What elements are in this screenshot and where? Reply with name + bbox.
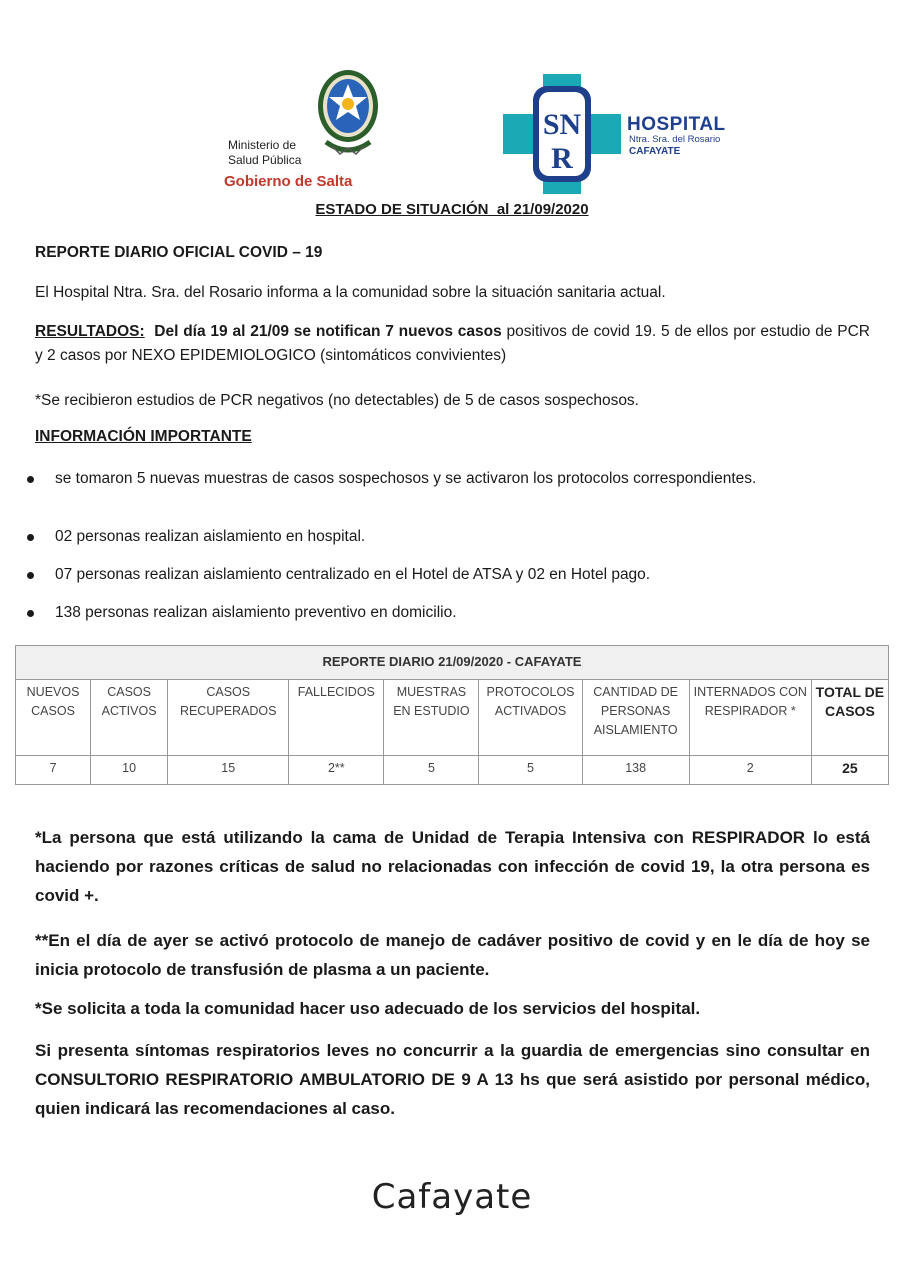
intro-paragraph: El Hospital Ntra. Sra. del Rosario informa a la comunidad sobre la situación sanitaria actual. (35, 284, 666, 301)
svg-text:SN: SN (542, 108, 582, 141)
list-item: 138 personas realizan aislamiento preventivo en domicilio. (0, 601, 870, 625)
hospital-subtitle: Ntra. Sra. del Rosario (629, 134, 721, 145)
table-header: INTERNADOS CON RESPIRADOR * (689, 680, 811, 756)
reporte-diario-title: REPORTE DIARIO OFICIAL COVID – 19 (35, 244, 323, 261)
gobierno-salta-label: Gobierno de Salta (224, 173, 353, 190)
resultados-rest: positivos de covid 19. 5 de ellos por estudio de PCR y 2 casos por NEXO EPIDEMIOLOGICO (sintomáticos convivientes) (35, 323, 870, 364)
table-header: PROTOCOLOS ACTIVADOS (479, 680, 582, 756)
table-cell: 10 (91, 756, 168, 785)
note-sintomas: Si presenta síntomas respiratorios leves no concurrir a la guardia de emergencias sino consultar en CONSULTORIO RESPIRATORIO AMBULATORIO DE 9 A 13 hs que será asistido por personal médico, quien indicará las recomendaciones al caso. (35, 1041, 870, 1118)
info-importante-heading: INFORMACIÓN IMPORTANTE (35, 428, 252, 445)
hospital-cross-logo (503, 72, 621, 196)
resultados-label: RESULTADOS: (35, 323, 145, 340)
note-servicios: *Se solicita a toda la comunidad hacer uso adecuado de los servicios del hospital. (35, 999, 701, 1018)
table-header: TOTAL DE CASOS (811, 680, 888, 756)
estado-situacion-heading: ESTADO DE SITUACIÓN al 21/09/2020 (315, 201, 589, 218)
table-header: NUEVOS CASOS (16, 680, 91, 756)
ministerio-line1: Ministerio de (228, 138, 297, 152)
resultados-bold: Del día 19 al 21/09 se notifican 7 nuevos casos (154, 323, 502, 340)
list-item: 02 personas realizan aislamiento en hospital. (0, 525, 870, 549)
hospital-city: CAFAYATE (629, 146, 681, 157)
table-row (16, 756, 889, 785)
table-cell: 5 (479, 756, 582, 785)
table-header: CASOS ACTIVOS (91, 680, 168, 756)
cafayate-brand-logo: Cafayate (371, 1177, 533, 1217)
table-title: REPORTE DIARIO 21/09/2020 - CAFAYATE (16, 646, 889, 680)
table-cell: 5 (384, 756, 479, 785)
hospital-title: HOSPITAL (627, 114, 726, 135)
table-cell: 2 (689, 756, 811, 785)
note-respirador: *La persona que está utilizando la cama de Unidad de Terapia Intensiva con RESPIRADOR lo está haciendo por razones críticas de salud no relacionadas con infección de covid 19, la otra persona es covid +. (35, 828, 870, 905)
info-list (0, 467, 870, 625)
table-header-row (16, 680, 889, 756)
table-cell: 2** (289, 756, 384, 785)
table-header: FALLECIDOS (289, 680, 384, 756)
svg-text:R: R (551, 142, 573, 175)
ministerio-line2: Salud Pública (228, 153, 302, 167)
resultados-paragraph (35, 320, 870, 368)
list-item: se tomaron 5 nuevas muestras de casos sospechosos y se activaron los protocolos correspondientes. (0, 467, 870, 515)
salta-seal-logo (312, 66, 384, 158)
list-item: 07 personas realizan aislamiento centralizado en el Hotel de ATSA y 02 en Hotel pago. (0, 563, 870, 587)
pcr-note: *Se recibieron estudios de PCR negativos (no detectables) de 5 de casos sospechosos. (35, 392, 639, 409)
table-cell: 15 (168, 756, 289, 785)
reporte-table (15, 645, 889, 785)
table-cell: 138 (582, 756, 689, 785)
note-protocolo: **En el día de ayer se activó protocolo de manejo de cadáver positivo de covid y en le día de hoy se inicia protocolo de transfusión de plasma a un paciente. (35, 931, 870, 979)
table-cell: 7 (16, 756, 91, 785)
table-header: CANTIDAD DE PERSONAS AISLAMIENTO (582, 680, 689, 756)
table-header: MUESTRAS EN ESTUDIO (384, 680, 479, 756)
table-cell: 25 (811, 756, 888, 785)
table-header: CASOS RECUPERADOS (168, 680, 289, 756)
